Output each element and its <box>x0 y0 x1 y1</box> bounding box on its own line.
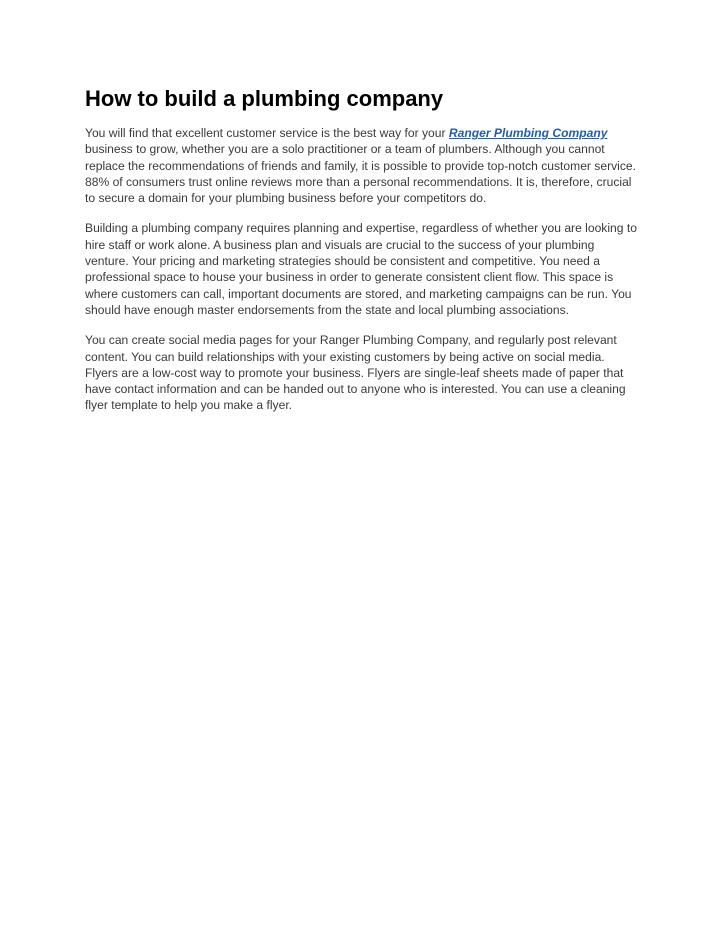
paragraph-intro-text-before: You will find that excellent customer service is the best way for your <box>85 126 449 140</box>
paragraph-social-media: You can create social media pages for your Ranger Plumbing Company, and regularly post relevant content. You can build relationships with your existing customers by being active on social media. Flyers are a low-cost way to promote your business. Flyers are single-leaf sheets made of paper that have contact information and can be handed out to anyone who is interested. You can use a cleaning flyer template to help you make a flyer. <box>85 333 626 413</box>
ranger-plumbing-company-link[interactable]: Ranger Plumbing Company <box>448 126 608 140</box>
paragraph-planning: Building a plumbing company requires planning and expertise, regardless of whether you are looking to hire staff or work alone. A business plan and visuals are crucial to the success of your plumbing venture. Your pricing and marketing strategies should be consistent and competitive. You need a professional space to house your business in order to generate consistent client flow. This space is where customers can call, important documents are stored, and marketing campaigns can be run. You should have enough master endorsements from the state and local plumbing associations. <box>85 221 637 317</box>
page-title: How to build a plumbing company <box>85 86 444 111</box>
paragraph-intro-text-after: business to grow, whether you are a solo practitioner or a team of plumbers. Although you cannot replace the recommendations of friends and family, it is possible to provide top-notch customer service. 88% of consumers trust online reviews more than a personal recommendations. It is, therefore, crucial to secure a domain for your plumbing business before your competitors do. <box>85 142 636 206</box>
document-body <box>85 86 640 428</box>
paragraph-intro <box>85 125 640 206</box>
